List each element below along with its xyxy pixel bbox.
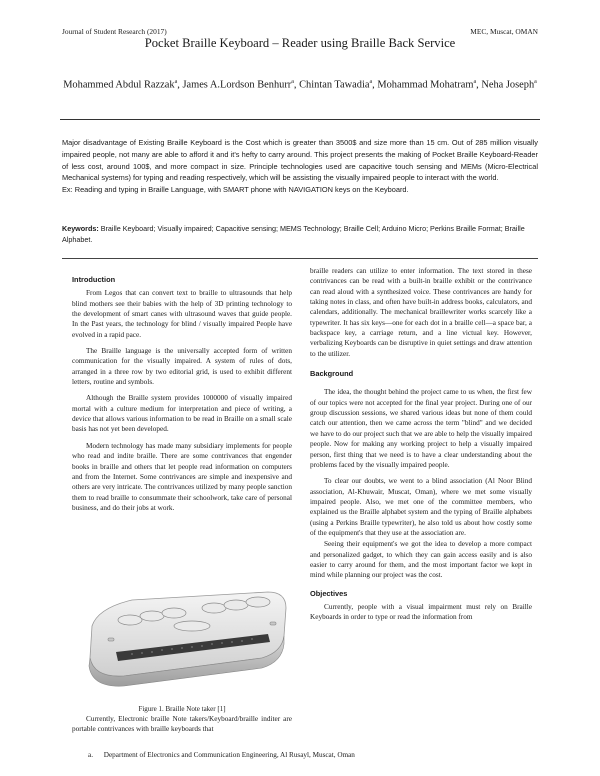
abstract [62,137,538,196]
journal-name: Journal of Student Research (2017) [62,27,167,36]
author-name: Mohammed Abdul Razzak [63,79,175,91]
left-column-continued [72,714,292,735]
paragraph: Seeing their equipment's we got the idea to develop a more compact and personalized gadget, to which they can gain access easily and is also easier to carry around for them, and the most important factor we kept in mind while planning our project was the cost. [310,540,532,580]
paragraph: Currently, Electronic braille Note takers/Keyboard/braille inditer are portable contrivances with braille keyboards that [72,715,292,734]
keywords-label: Keywords: [62,224,99,233]
paragraph: braille readers can utilize to enter information. The text stored in these contrivances can be read with a built-in braille exhibit or the contrivance can read aloud with a synthesized voice. These contrivances are handy for taking notes in class, and often have built-in address books, calculators, and calendars, additionally. The mechanical braillewriter works scarcely like a typewriter. It has six keys—one for each dot in a braille cell—a space bar, a backspace key, a carriage return, and a line victual key. However, verbalizing Keyboards can be disruptive in quiet settings and draw attention to the utilizer. [310,267,532,358]
author-name: James A.Lordson Benhurr [182,79,292,91]
author-affiliation-mark: a [291,79,294,85]
paragraph: To clear our doubts, we went to a blind association (Al Noor Blind association, Al-Khuwair, Muscat, Oman), where we met some visually impaired people. Also, we met one of the committee members, who explained us the Braille alphabet system and the typing of Braille alphabets (using a Perkins Braille typewriter), he also told us about how costly some of the equipment's that they use at the association are. [310,477,532,537]
author-name: Chintan Tawadia [299,79,370,91]
braille-note-taker-image [72,578,292,696]
paragraph: Although the Braille system provides 1000000 of visually impaired mortal with a culture medium for interpretation and piece of writing, a device that allows various information to be read in Braille on a small scale basis has not yet been developed. [72,394,292,434]
journal-affiliation: MEC, Muscat, OMAN [470,27,538,36]
section-heading-objectives: Objectives [310,588,348,598]
author-list: Mohammed Abdul Razzak$^a$, James A.Lordson Benhurr$^a$, Chintan Tawadia$^a$, Mohammad Mohatram$^a$, Neha Joseph$^a$ [63,79,537,91]
section-heading-introduction: Introduction [72,275,116,284]
figure-braille-note-taker [72,578,292,696]
keywords [62,223,538,246]
author-affiliation-mark: a [174,79,178,85]
right-column [310,266,532,629]
paragraph: The Braille language is the universally accepted form of written communication for the visually impaired. A system of rules of dots, arranged in a three row by two editorial grid, is used to exhibit different letters, routine and symbols. [72,347,292,387]
keywords-text: Braille Keyboard; Visually impaired; Capacitive sensing; MEMS Technology; Braille Cell; Arduino Micro; Perkins Braille Format; Braille Alphabet. [62,224,525,245]
author-name: Neha Joseph [481,79,535,91]
author-name: Mohammad Mohatram [377,79,474,91]
abstract-text: Major disadvantage of Existing Braille Keyboard is the Cost which is greater than 3500$ and size more than 15 cm. Out of 285 million visually impaired people, not many are able to afford it and it's hefty to carry around. This project presents the making of Pocket Braille Keyboard-Reader of less cost, around 100$, and more compact in size. Principle technologies used are capacitive touch sensing and MEMs (Micro-Electrical Mechanical systems) for typing and reading respectively, which will be assisting the visually impaired people to interact with the world. [62,138,538,183]
footnote-text: Department of Electronics and Communication Engineering, Al Rusayl, Muscat, Oman [103,751,355,759]
paragraph: From Legos that can convert text to braille to ultrasounds that help blind mothers see their babies with the help of 3D printing technology to the development of smart canes with ultrasound waves that guide people. In the Past years, the technology for blind / visually impaired People have evolved in a rapid pace. [72,289,292,339]
abstract-example: Ex: Reading and typing in Braille Language, with SMART phone with NAVIGATION keys on the Keyboard. [62,185,409,195]
author-affiliation-mark: a [534,79,537,85]
footnote-mark: a. [88,751,93,759]
author-affiliation-mark: a [369,79,373,85]
paragraph: Currently, people with a visual impairment must rely on Braille Keyboards in order to type or read the information from [310,602,532,622]
title-divider [60,119,540,120]
author-affiliation-mark: a [473,79,477,85]
figure-caption: Figure 1. Braille Note taker [1] [138,705,226,713]
paper-title: Pocket Braille Keyboard – Reader using Braille Back Service [144,36,456,50]
footnote [88,751,538,759]
paragraph: Modern technology has made many subsidiary implements for people who read and indite braille. There are some contrivances that engender books in braille and others that let people read information on computers and from the Internet. Some contrivances are simple and inexpensive and others are very intricate. The contrivances utilized by many people sanction them to read braille to consummate their schoolwork, take care of personal business, and do their jobs at work. [72,441,292,512]
section-heading-background: Background [310,369,354,379]
abstract-divider [62,258,538,259]
paragraph: The idea, the thought behind the project came to us when, the first few of our topics were not accepted for the final year project. During one of our group discussion sessions, we shared various ideas but none of them could catch our attention, then we came across the term "blind" and we decided we have to do our project such that we are able to help the visually impaired people. Now for making any working project to help a visually impaired person, first thing that we need is to have a clear understanding about the problems faced by the visually impaired people. [310,388,532,469]
left-column [72,275,292,519]
